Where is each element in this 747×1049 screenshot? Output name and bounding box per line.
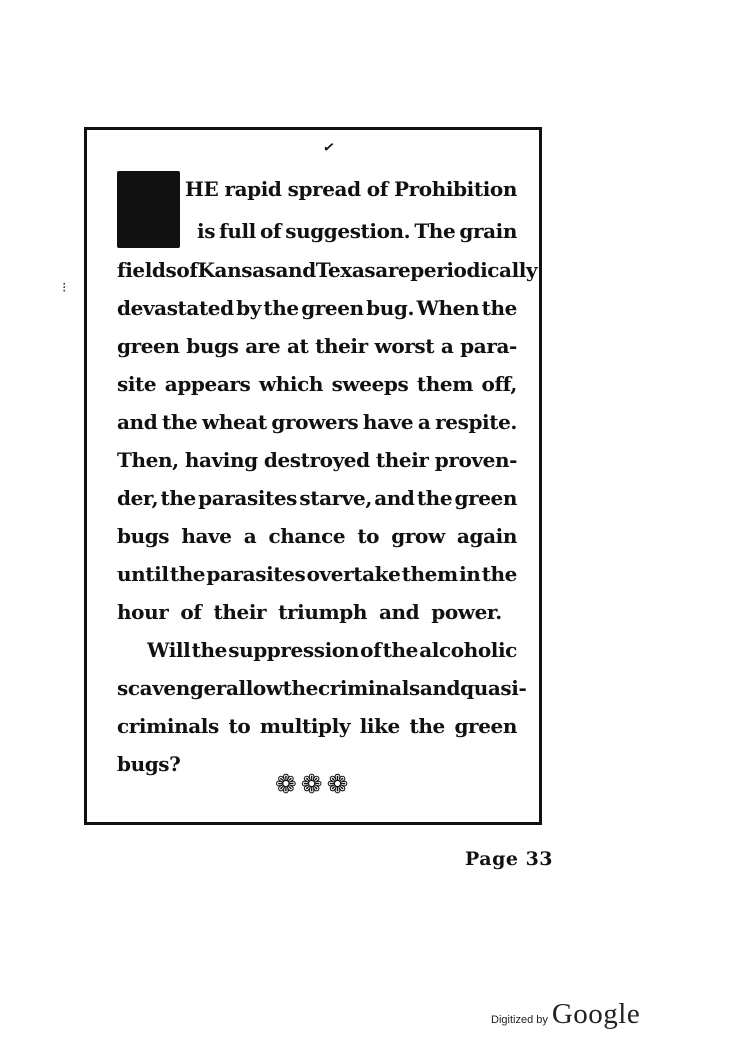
text-line: fields of Kansas and Texas are periodically: [117, 258, 538, 282]
text-line: green bugs are at their worst a para-: [117, 334, 517, 358]
digitized-footer: [491, 998, 640, 1031]
text-line: Will the suppression of the alcoholic: [147, 638, 517, 662]
tick-mark: ✓: [321, 139, 337, 157]
text-line: bugs?: [117, 752, 181, 776]
text-line: scavenger allow the criminals and quasi-: [117, 676, 527, 700]
drop-cap-block: [117, 171, 180, 248]
text-line: site appears which sweeps them off,: [117, 372, 517, 396]
ornament-row: ❁❁❁: [275, 770, 353, 800]
text-line: Then, having destroyed their proven-: [117, 448, 517, 472]
text-frame: [84, 127, 542, 825]
text-line: HE rapid spread of Prohibition: [185, 177, 517, 201]
text-line: der, the parasites starve, and the green: [117, 486, 517, 510]
margin-mark: ⁝: [62, 280, 67, 296]
text-line: devastated by the green bug. When the: [117, 296, 517, 320]
footer-prefix: Digitized by: [491, 1014, 548, 1026]
text-line: hour of their triumph and power.: [117, 600, 502, 624]
page-number: Page 33: [465, 848, 554, 870]
text-line: and the wheat growers have a respite.: [117, 410, 517, 434]
text-line: criminals to multiply like the green: [117, 714, 517, 738]
text-line: is full of suggestion. The grain: [197, 219, 517, 243]
footer-brand: Google: [551, 998, 641, 1030]
text-line: bugs have a chance to grow again: [117, 524, 517, 548]
text-line: until the parasites overtake them in the: [117, 562, 517, 586]
